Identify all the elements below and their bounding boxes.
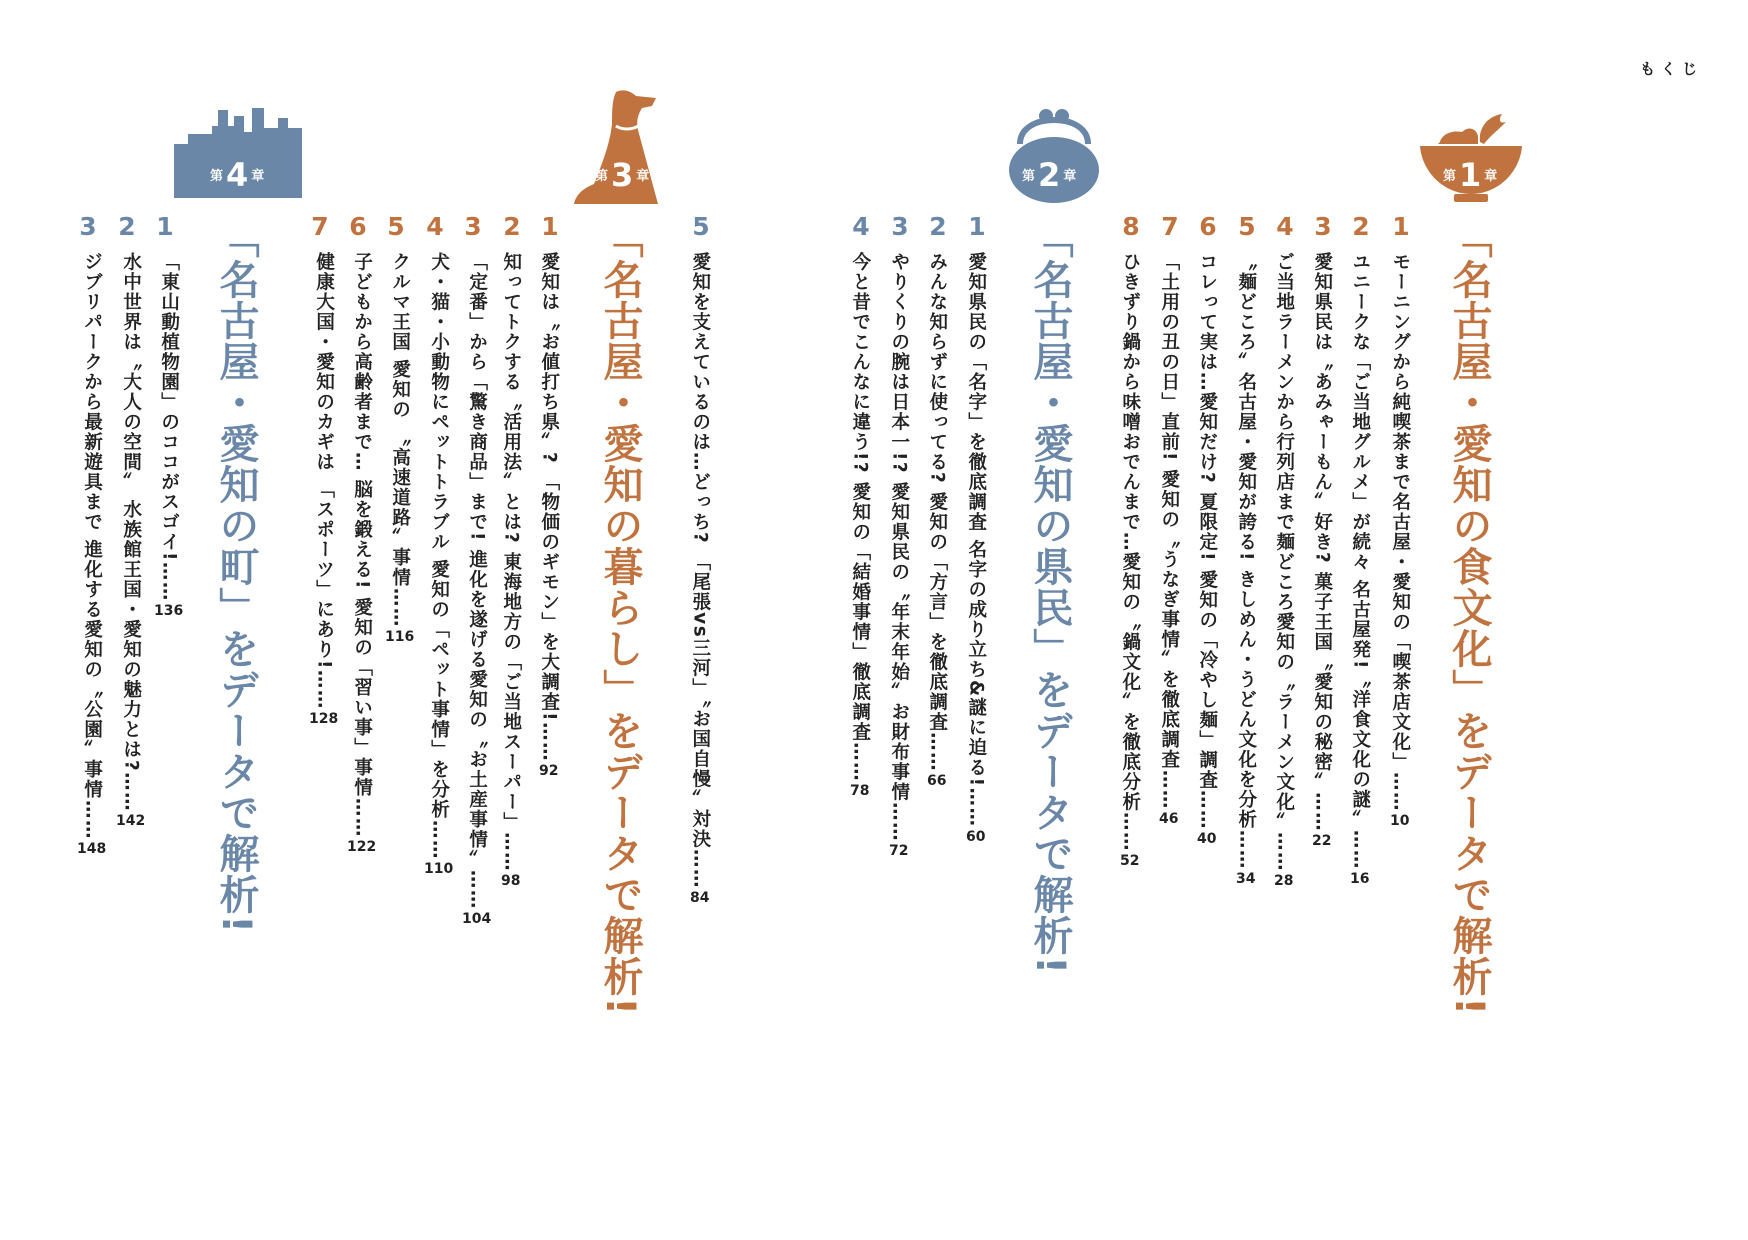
page-label: もくじ xyxy=(1640,60,1704,78)
chapter-1-item-6[interactable]: コレって実は…愛知だけ? 夏限定! 愛知の「冷やし麺」調査……40 xyxy=(1196,252,1218,848)
chapter-1-item-1[interactable]: モーニングから純喫茶まで名古屋・愛知の「喫茶店文化」……10 xyxy=(1389,252,1411,829)
chapter-1-item-4[interactable]: ご当地ラーメンから行列店まで麺どころ愛知の〝ラーメン文化〟……28 xyxy=(1273,252,1295,889)
chapter-1-item-1-number: 1 xyxy=(1392,212,1410,241)
chapter-3-item-4-number: 4 xyxy=(426,212,444,241)
chapter-2-item-4[interactable]: 今と昔でこんなに違う!? 愛知の「結婚事情」徹底調査……78 xyxy=(849,252,871,800)
chapter-3-item-6-number: 6 xyxy=(349,212,367,241)
chapter-4-title: 「名古屋・愛知の町」をデータで解析! xyxy=(213,218,259,935)
chapter-4-item-3-number: 3 xyxy=(79,212,97,241)
chapter-3-badge: 第3 章 xyxy=(595,156,650,194)
chapter-1-item-4-number: 4 xyxy=(1276,212,1294,241)
chapter-3-item-1-number: 1 xyxy=(541,212,559,241)
chapter-4-item-1-number: 1 xyxy=(156,212,174,241)
chapter-4-item-2-number: 2 xyxy=(118,212,136,241)
chapter-1-item-7[interactable]: 「土用の丑の日」直前! 愛知の〝うなぎ事情〟を徹底調査……46 xyxy=(1158,252,1180,827)
chapter-4-item-2[interactable]: 水中世界は〝大人の空間〟 水族館王国・愛知の魅力とは?……142 xyxy=(116,252,146,830)
chapter-4-item-1[interactable]: 「東山動植物園」のココがスゴイ!……136 xyxy=(154,252,184,619)
chapter-2-item-3[interactable]: やりくりの腕は日本一!? 愛知県民の〝年末年始〟お財布事情……72 xyxy=(888,252,910,860)
chapter-3-item-5-number: 5 xyxy=(387,212,405,241)
chapter-3-item-3[interactable]: 「定番」から「驚き商品」まで! 進化を遂げる愛知の〝お土産事情〟……104 xyxy=(462,252,492,927)
chapter-3-item-3-number: 3 xyxy=(464,212,482,241)
chapter-3-item-2[interactable]: 知ってトクする〝活用法〟とは? 東海地方の「ご当地スーパー」……98 xyxy=(500,252,522,890)
chapter-1-item-2[interactable]: ユニークな「ご当地グルメ」が続々 名古屋発!〝洋食文化の謎〟……16 xyxy=(1349,252,1371,887)
chapter-2-item-5[interactable]: 愛知を支えているのは…どっち? 「尾張vs三河」〝お国自慢〟対決……84 xyxy=(689,252,711,906)
chapter-2-item-1-number: 1 xyxy=(968,212,986,241)
chapter-2-item-2[interactable]: みんな知らずに使ってる? 愛知の「方言」を徹底調査……66 xyxy=(926,252,948,790)
chapter-2-item-5-number: 5 xyxy=(692,212,710,241)
chapter-2-item-1[interactable]: 愛知県民の「名字」を徹底調査 名字の成り立ち&謎に迫る!……60 xyxy=(965,252,987,845)
chapter-2-badge: 第2 章 xyxy=(1022,156,1077,194)
chapter-3-item-6[interactable]: 子どもから高齢者まで… 脳を鍛える! 愛知の「習い事」事情……122 xyxy=(347,252,377,855)
chapter-3-item-1[interactable]: 愛知は〝お値打ち県〟? 「物価のギモン」を大調査!……92 xyxy=(538,252,560,780)
chapter-4-badge: 第4 章 xyxy=(210,156,265,194)
chapter-3-item-4[interactable]: 犬・猫・小動物にペットトラブル 愛知の「ペット事情」を分析……110 xyxy=(424,252,454,877)
chapter-1-item-3-number: 3 xyxy=(1314,212,1332,241)
chapter-1-item-5-number: 5 xyxy=(1238,212,1256,241)
chapter-3-title: 「名古屋・愛知の暮らし」をデータで解析! xyxy=(597,218,643,1017)
chapter-3-item-2-number: 2 xyxy=(503,212,521,241)
chapter-1-item-2-number: 2 xyxy=(1352,212,1370,241)
chapter-1-item-6-number: 6 xyxy=(1199,212,1217,241)
chapter-1-item-7-number: 7 xyxy=(1161,212,1179,241)
chapter-3-item-5[interactable]: クルマ王国 愛知の 〝高速道路〟事情……116 xyxy=(385,252,415,645)
chapter-1-item-3[interactable]: 愛知県民は〝あみゃーもん〟好き? 菓子王国〝愛知の秘密〟……22 xyxy=(1311,252,1333,850)
chapter-4-item-3[interactable]: ジブリパークから最新遊具まで 進化する愛知の〝公園〟事情……148 xyxy=(77,252,107,857)
chapter-1-item-8[interactable]: ひきずり鍋から味噌おでんまで…愛知の〝鍋文化〟を徹底分析……52 xyxy=(1119,252,1141,869)
chapter-2-item-4-number: 4 xyxy=(852,212,870,241)
chapter-2-item-3-number: 3 xyxy=(891,212,909,241)
chapter-1-item-5[interactable]: 〝麺どころ〟名古屋・愛知が誇る! きしめん・うどん文化を分析……34 xyxy=(1235,252,1257,887)
chapter-3-item-7[interactable]: 健康大国・愛知のカギは 「スポーツ」にあり!……128 xyxy=(309,252,339,727)
chapter-2-title: 「名古屋・愛知の県民」をデータで解析! xyxy=(1027,218,1073,976)
chapter-1-title: 「名古屋・愛知の食文化」をデータで解析! xyxy=(1446,218,1492,1017)
chapter-3-item-7-number: 7 xyxy=(311,212,329,241)
chapter-1-item-8-number: 8 xyxy=(1122,212,1140,241)
chapter-1-badge: 第1 章 xyxy=(1443,156,1498,194)
chapter-2-item-2-number: 2 xyxy=(929,212,947,241)
